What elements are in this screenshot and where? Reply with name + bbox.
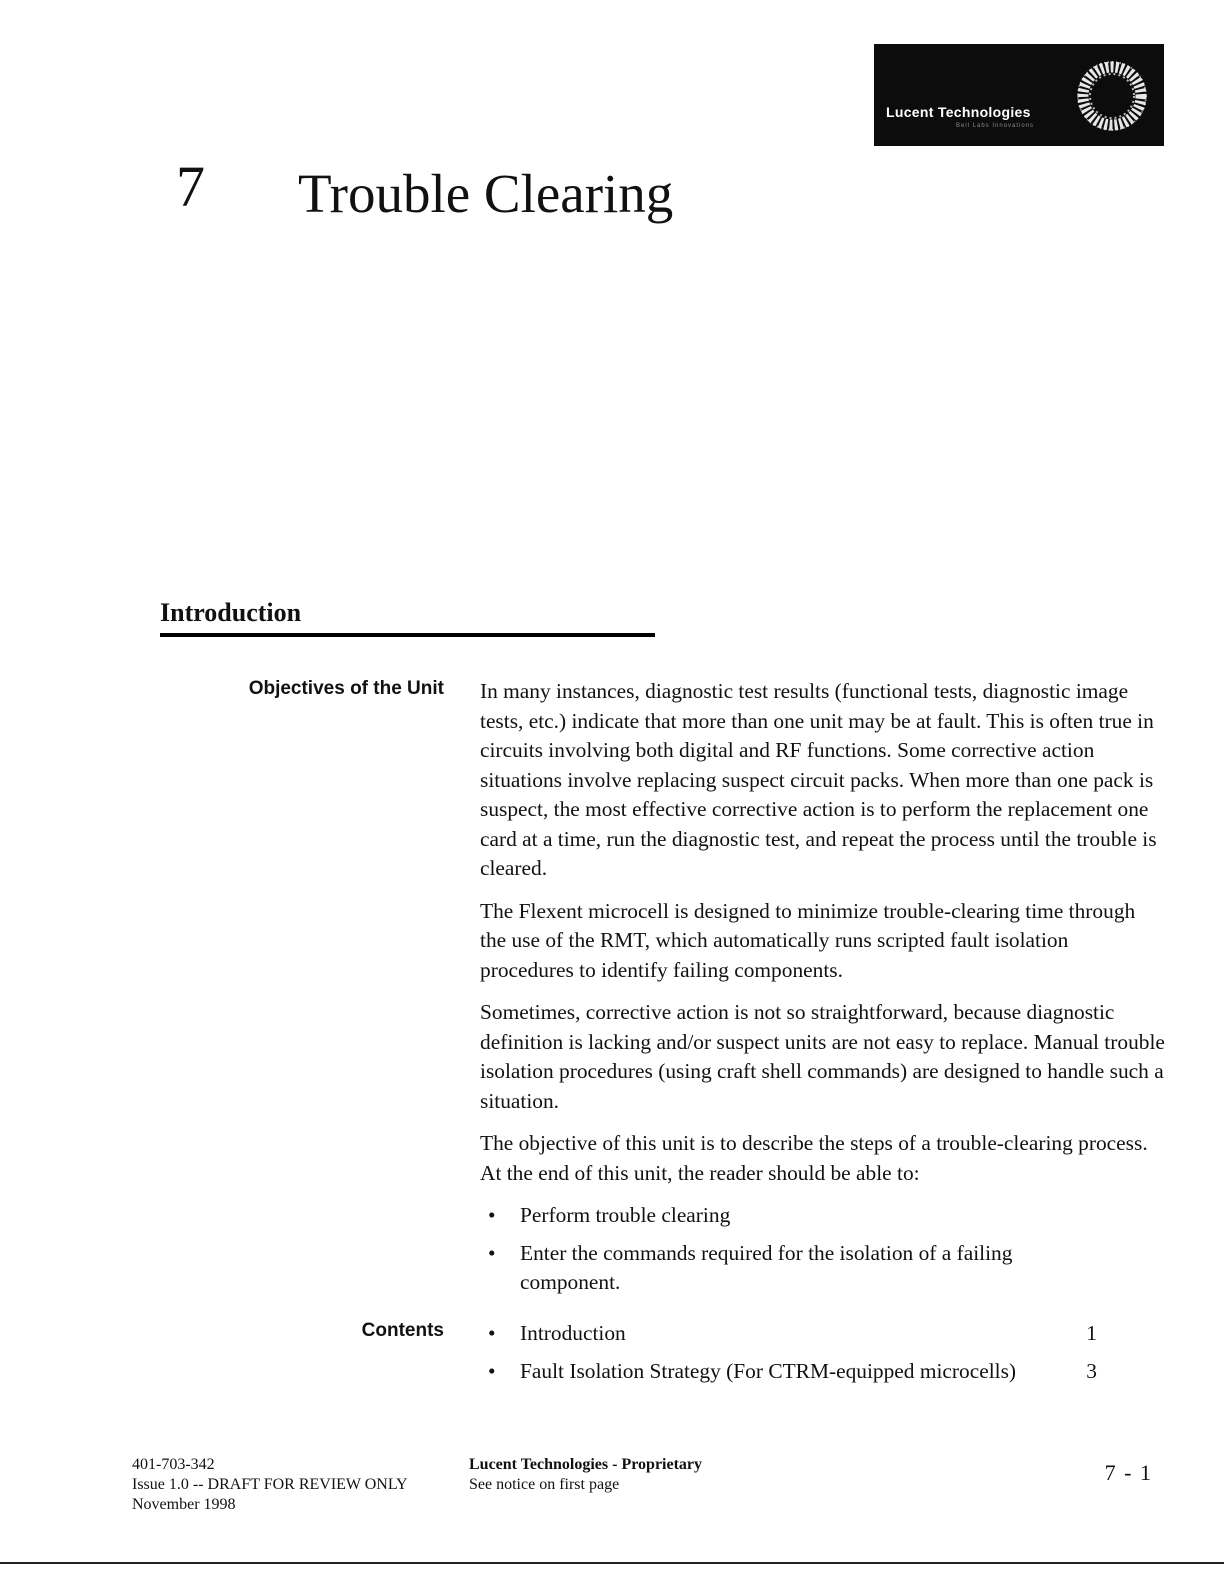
footer-proprietary: Lucent Technologies - Proprietary xyxy=(469,1456,703,1473)
contents-item xyxy=(480,1319,1097,1349)
list-item: • Perform trouble clearing xyxy=(480,1201,1110,1231)
list-item: • Enter the commands required for the isolation of a failing component. xyxy=(480,1239,1110,1298)
footer-proprietary-info xyxy=(469,1455,702,1495)
logo-name: Lucent Technologies xyxy=(886,104,1031,120)
footer-notice: See notice on first page xyxy=(469,1476,620,1493)
page-bottom-rule xyxy=(0,1562,1224,1564)
footer-issue: Issue 1.0 -- DRAFT FOR REVIEW ONLY xyxy=(132,1476,408,1493)
objectives-paragraph: The Flexent microcell is designed to minimize trouble-clearing time through the use of the RMT, which automatically runs scripted fault isolation procedures to identify failing components. xyxy=(480,898,1136,982)
objectives-paragraph: In many instances, diagnostic test results (functional tests, diagnostic image tests, etc.) indicate that more than one unit may be at fault. This is often true in circuits involving both digital and RF functions. Some corrective action situations involve replacing suspect circuit packs. When more than one pack is suspect, the most effective corrective action is to perform the replacement one card at a time, run the diagnostic test, and repeat the process until the trouble is cleared. xyxy=(480,679,1157,880)
chapter-number: 7 xyxy=(176,154,205,219)
contents-item-title: • Fault Isolation Strategy (For CTRM-equipped microcells) xyxy=(520,1358,1017,1383)
company-logo xyxy=(874,44,1164,146)
footer-document-info xyxy=(132,1455,408,1515)
contents-item-title: • Introduction xyxy=(520,1321,626,1345)
contents-item-page: 1 xyxy=(1086,1321,1097,1345)
section-heading: Introduction xyxy=(160,598,302,627)
objectives-body xyxy=(480,677,1165,1306)
contents-list xyxy=(480,1319,1165,1386)
footer-doc-number: 401-703-342 xyxy=(132,1456,215,1473)
section-divider xyxy=(160,633,655,637)
contents-item-page: 3 xyxy=(1086,1358,1097,1383)
logo-tagline: Bell Labs Innovations xyxy=(956,123,1035,129)
chapter-title: Trouble Clearing xyxy=(298,163,674,224)
contents-item xyxy=(480,1357,1097,1387)
page-number: 7 - 1 xyxy=(1104,1460,1151,1485)
contents-body xyxy=(480,1319,1165,1394)
objectives-bullet-list xyxy=(480,1201,1165,1298)
footer-date: November 1998 xyxy=(132,1496,236,1513)
objectives-paragraph: The objective of this unit is to describe the steps of a trouble-clearing process. At the end of this unit, the reader should be able to: xyxy=(480,1131,1148,1185)
objectives-label: Objectives of the Unit xyxy=(248,678,444,699)
objectives-paragraph: Sometimes, corrective action is not so straightforward, because diagnostic definition is lacking and/or suspect units are not easy to replace. Manual trouble isolation procedures (using craft shell commands) are designed to handle such a situation. xyxy=(480,1000,1165,1113)
innovation-ring-icon xyxy=(1074,58,1150,134)
contents-label: Contents xyxy=(361,1320,444,1341)
